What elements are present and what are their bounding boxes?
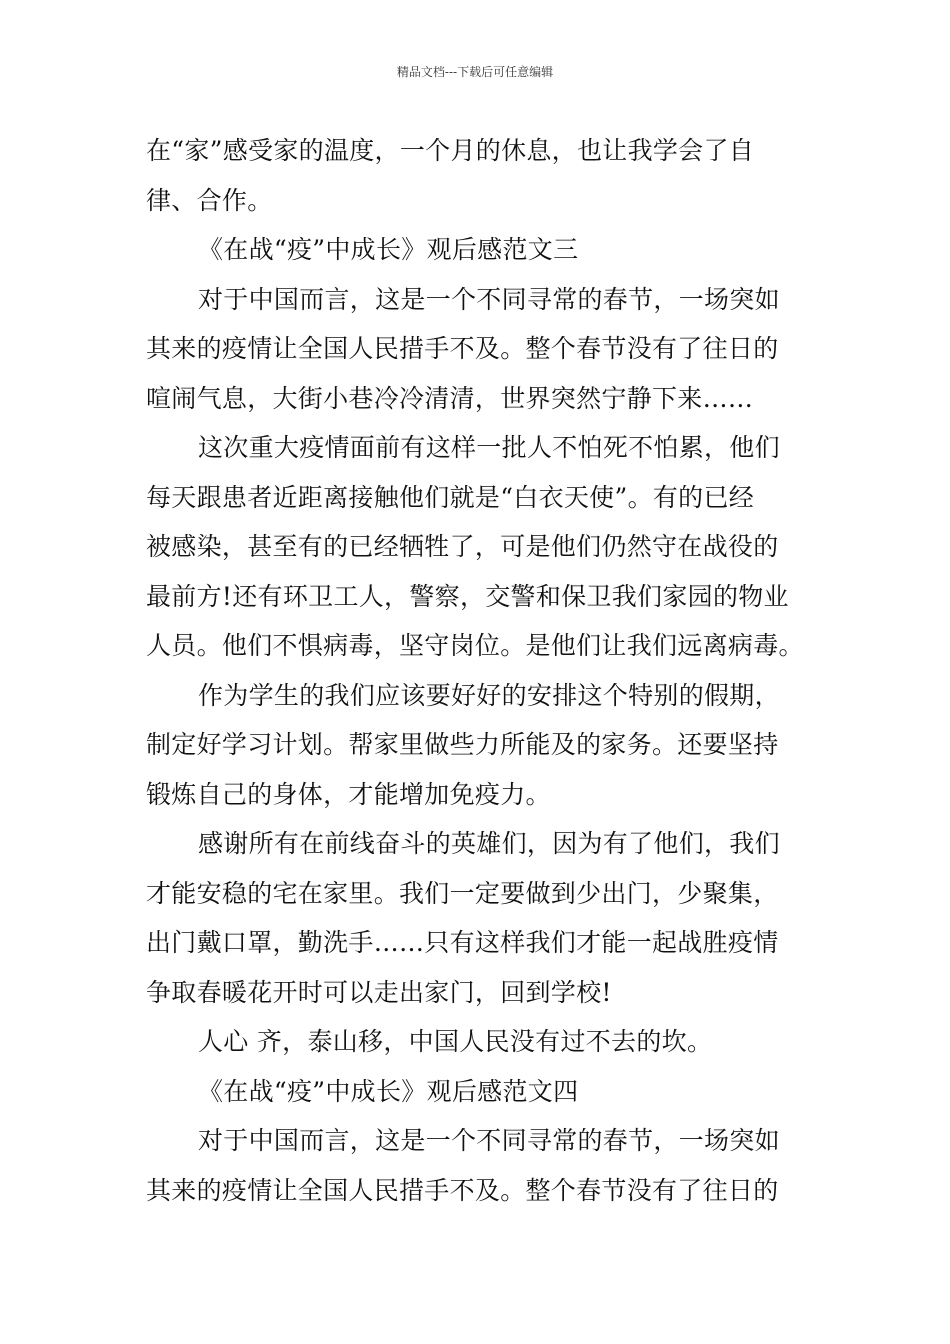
text-line: 争取春暖花开时可以走出家门，回到学校! bbox=[146, 977, 612, 1007]
text-line: 喧闹气息，大街小巷冷冷清清，世界突然宁静下来…… bbox=[146, 383, 754, 413]
text-line: 其来的疫情让全国人民措手不及。整个春节没有了往日的 bbox=[146, 334, 779, 363]
text-line: 人员。他们不惧病毒，坚守岗位。是他们让我们远离病毒。 bbox=[146, 631, 804, 660]
text-line: 出门戴口罩，勤洗手……只有这样我们才能一起战胜疫情 bbox=[146, 928, 779, 957]
text-line: 其来的疫情让全国人民措手不及。整个春节没有了往日的 bbox=[146, 1175, 779, 1205]
document-body bbox=[146, 126, 806, 1215]
text-line: 在“家”感受家的温度，一个月的休息，也让我学会了自 bbox=[146, 136, 755, 165]
text-line: 才能安稳的宅在家里。我们一定要做到少出门，少聚集， bbox=[146, 878, 779, 908]
text-line: 最前方!还有环卫工人，警察，交警和保卫我们家园的物业 bbox=[146, 581, 789, 611]
section-title: 《在战“疫”中成长》观后感范文三 bbox=[198, 235, 579, 264]
text-line: 被感染，甚至有的已经牺牲了，可是他们仍然守在战役的 bbox=[146, 532, 779, 561]
text-line: 制定好学习计划。帮家里做些力所能及的家务。还要坚持 bbox=[146, 730, 779, 759]
text-line: 人心 齐，泰山移，中国人民没有过不去的坎。 bbox=[198, 1027, 713, 1056]
section-title: 《在战“疫”中成长》观后感范文四 bbox=[198, 1076, 579, 1106]
text-line: 作为学生的我们应该要好好的安排这个特别的假期， bbox=[198, 680, 780, 710]
text-line: 这次重大疫情面前有这样一批人不怕死不怕累，他们 bbox=[198, 433, 780, 462]
page-header: 精品文档---下载后可任意编辑 bbox=[396, 65, 554, 79]
text-line: 锻炼自己的身体，才能增加免疫力。 bbox=[146, 779, 551, 809]
text-line: 对于中国而言，这是一个不同寻常的春节，一场突如 bbox=[198, 1126, 780, 1155]
text-line: 感谢所有在前线奋斗的英雄们，因为有了他们，我们 bbox=[198, 829, 780, 858]
text-line: 对于中国而言，这是一个不同寻常的春节，一场突如 bbox=[198, 284, 780, 314]
text-line: 律、合作。 bbox=[146, 185, 273, 215]
text-line: 每天跟患者近距离接触他们就是“白衣天使”。有的已经 bbox=[146, 482, 755, 512]
